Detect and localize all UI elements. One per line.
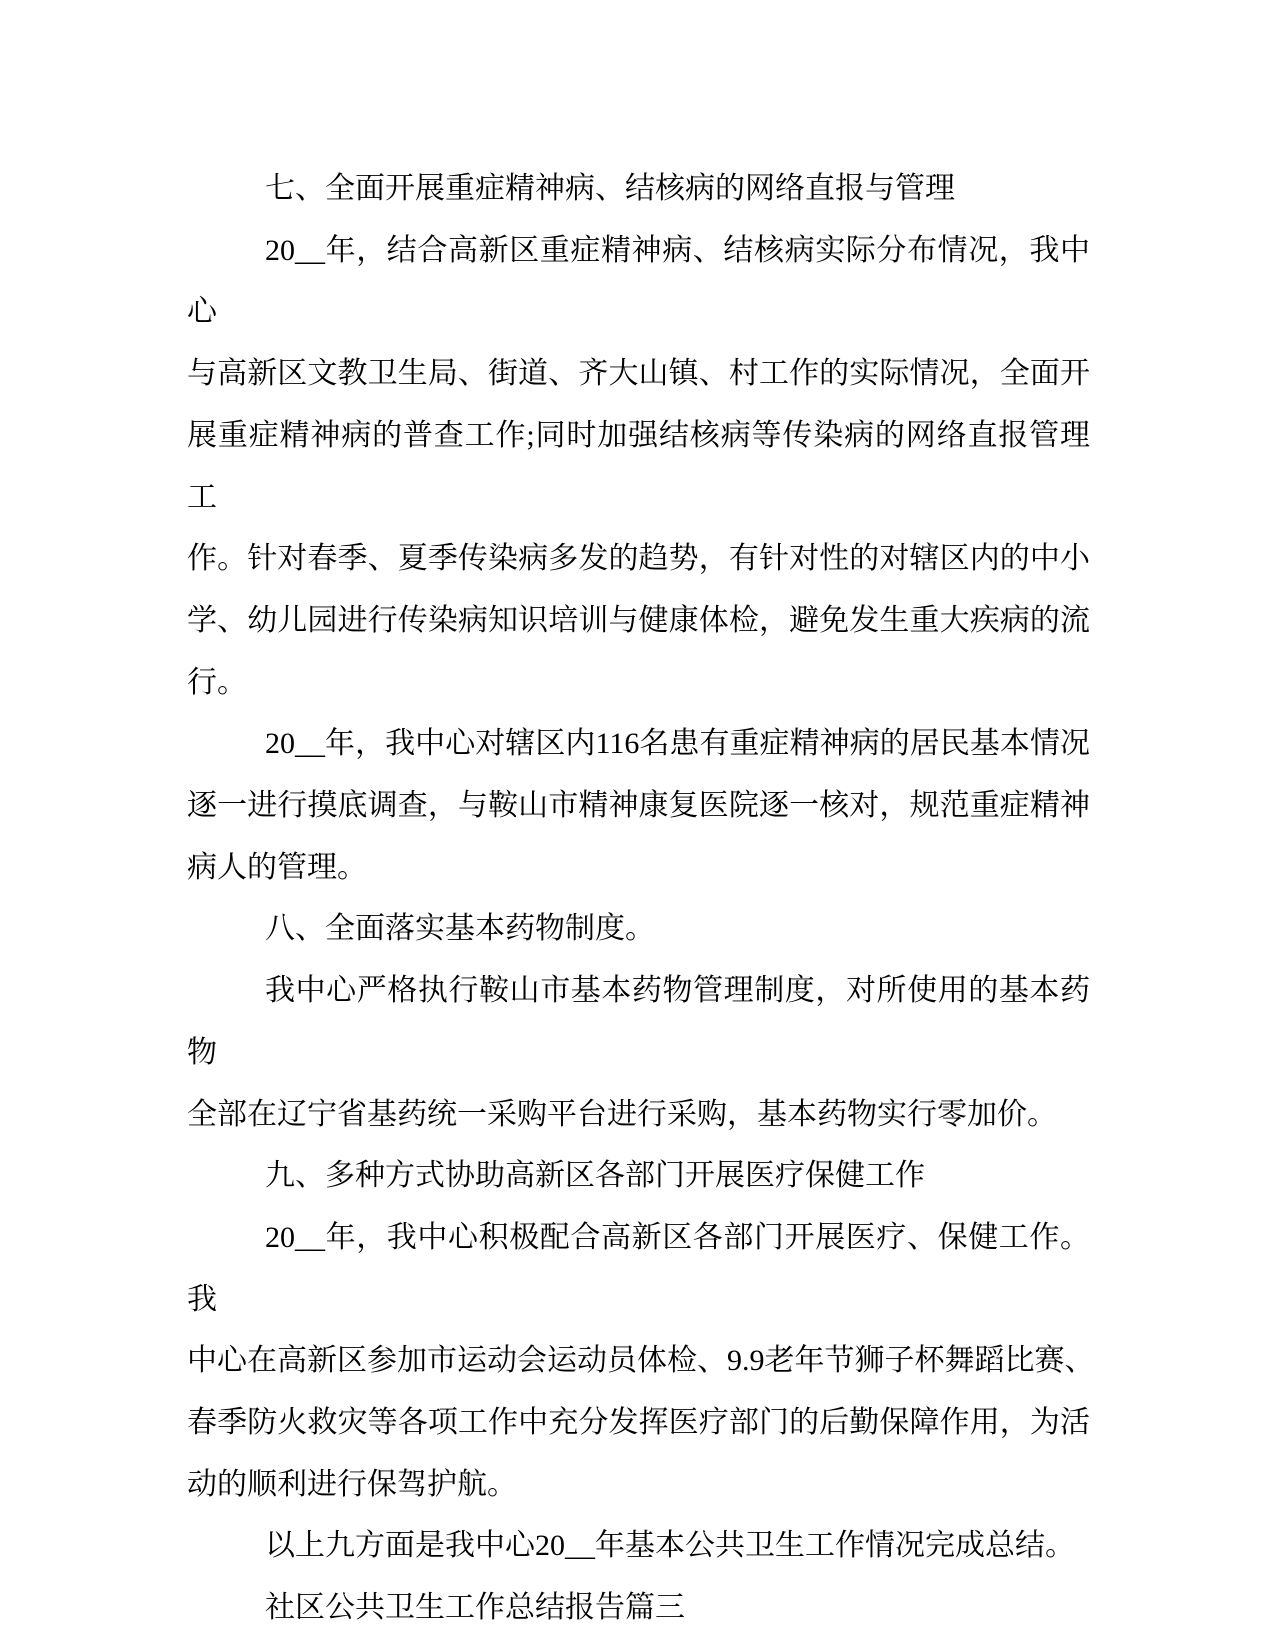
heading-section-seven-line-1: 七、全面开展重症精神病、结核病的网络直报与管理 bbox=[265, 172, 955, 205]
para-seven-1-line-2: 与高新区文教卫生局、街道、齐大山镇、村工作的实际情况，全面开 bbox=[187, 357, 1090, 391]
para-eight-1-line-2: 全部在辽宁省基药统一采购平台进行采购，基本药物实行零加价。 bbox=[187, 1097, 1057, 1131]
para-seven-1-line-3: 展重症精神病的普查工作;同时加强结核病等传染病的网络直报管理工 bbox=[187, 418, 1090, 514]
para-seven-2-line-2: 逐一进行摸底调查，与鞍山市精神康复医院逐一核对，规范重症精神 bbox=[187, 789, 1090, 823]
para-closing-summary-line-1: 以上九方面是我中心20__年基本公共卫生工作情况完成总结。 bbox=[265, 1529, 1075, 1563]
para-seven-1-line-4: 作。针对春季、夏季传染病多发的趋势，有针对性的对辖区内的中小 bbox=[187, 542, 1090, 576]
document-body bbox=[187, 158, 1095, 1639]
para-nine-1-line-3: 春季防火救灾等各项工作中充分发挥医疗部门的后勤保障作用，为活 bbox=[187, 1406, 1090, 1440]
heading-section-eight-line-1: 八、全面落实基本药物制度。 bbox=[265, 912, 655, 946]
heading-section-nine-line-1: 九、多种方式协助高新区各部门开展医疗保健工作 bbox=[265, 1159, 925, 1193]
para-seven-2-line-3: 病人的管理。 bbox=[187, 850, 367, 884]
para-seven-1-line-1: 20__年，结合高新区重症精神病、结核病实际分布情况，我中心 bbox=[187, 233, 1090, 329]
para-seven-1-line-6: 行。 bbox=[187, 665, 247, 699]
para-seven-2-line-1: 20__年，我中心对辖区内116名患有重症精神病的居民基本情况 bbox=[265, 727, 1090, 761]
para-seven-1-line-5: 学、幼儿园进行传染病知识培训与健康体检，避免发生重大疾病的流 bbox=[187, 603, 1090, 637]
para-nine-1-line-4: 动的顺利进行保驾护航。 bbox=[187, 1467, 517, 1501]
para-next-section-label-line-1: 社区公共卫生工作总结报告篇三 bbox=[265, 1591, 685, 1625]
para-nine-1-line-1: 20__年，我中心积极配合高新区各部门开展医疗、保健工作。我 bbox=[187, 1220, 1090, 1316]
para-nine-1-line-2: 中心在高新区参加市运动会运动员体检、9.9老年节狮子杯舞蹈比赛、 bbox=[187, 1344, 1095, 1378]
para-eight-1-line-1: 我中心严格执行鞍山市基本药物管理制度，对所使用的基本药物 bbox=[187, 974, 1090, 1069]
